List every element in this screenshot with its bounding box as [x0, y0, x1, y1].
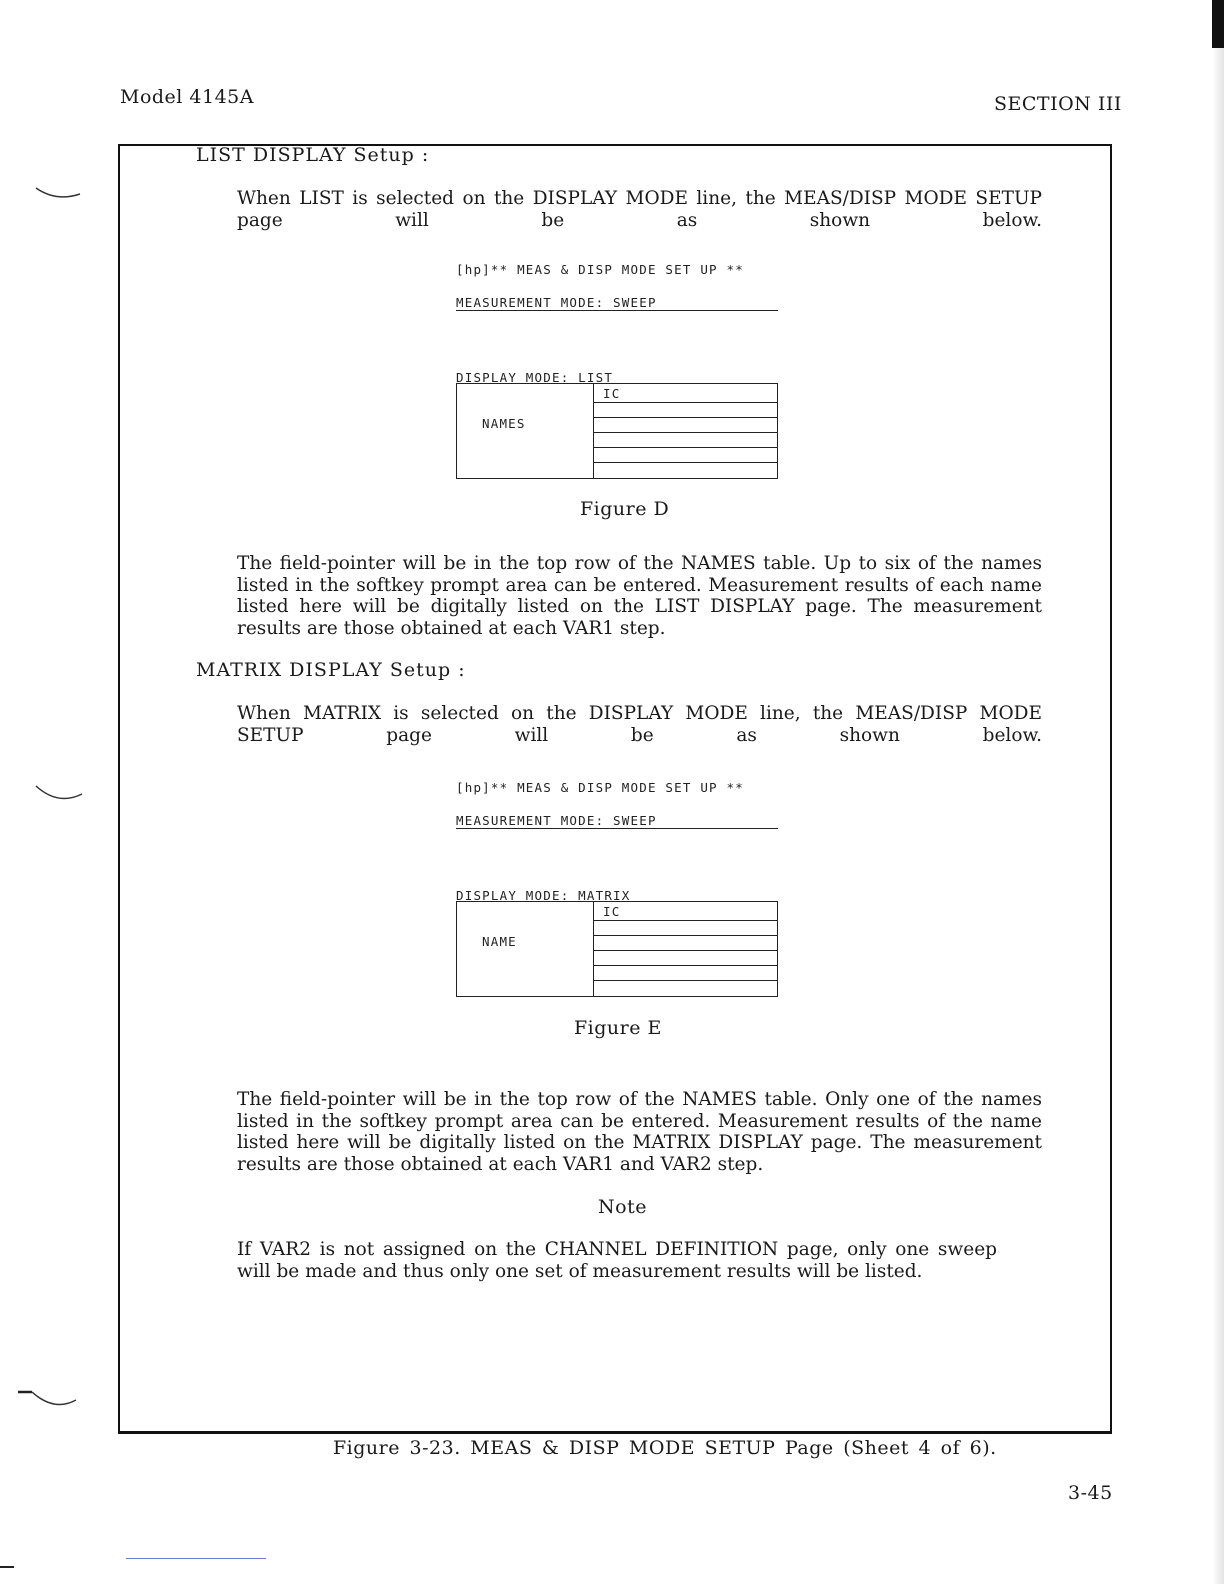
- table-row: [593, 965, 778, 966]
- list-setup-description: The field-pointer will be in the top row of the NAMES table. Up to six of the names listed in the softkey prompt area can be entered. Measurement results of each name listed here will be digitally listed on the LIST DISPLAY page. The measurement results are those obtained at each VAR1 step.: [237, 553, 1042, 639]
- screen-title: [hp]** MEAS & DISP MODE SET UP **: [456, 262, 744, 277]
- table-row: [593, 447, 778, 448]
- figure-caption: Figure 3-23. MEAS & DISP MODE SETUP Page (Sheet 4 of 6).: [333, 1437, 997, 1459]
- table-row-ic: IC: [603, 386, 621, 401]
- table-row: [593, 980, 778, 981]
- note-text: If VAR2 is not assigned on the CHANNEL DEFINITION page, only one sweep will be made and thus only one set of measurement results will be listed.: [237, 1239, 997, 1282]
- note-title: Note: [598, 1196, 647, 1218]
- table-row: [593, 462, 778, 463]
- section-header: SECTION III: [994, 93, 1122, 115]
- names-label: NAMES: [482, 416, 526, 431]
- table-row-ic: IC: [603, 904, 621, 919]
- table-row: [593, 935, 778, 936]
- display-mode-line: DISPLAY MODE: LIST: [456, 370, 614, 385]
- display-mode-line: DISPLAY MODE: MATRIX: [456, 888, 631, 903]
- table-row: [593, 432, 778, 433]
- list-setup-intro: When LIST is selected on the DISPLAY MODE line, the MEAS/DISP MODE SETUP page will be as shown below.: [237, 188, 1042, 231]
- binding-mark: [34, 180, 84, 210]
- measurement-mode-line: MEASUREMENT MODE: SWEEP: [456, 295, 778, 311]
- scan-edge-mark: [1212, 0, 1224, 48]
- model-header: Model 4145A: [120, 86, 254, 108]
- list-setup-heading: LIST DISPLAY Setup :: [196, 144, 430, 166]
- table-row: [593, 402, 778, 403]
- scan-edge: [1212, 0, 1224, 1584]
- figure-d-caption: Figure D: [580, 498, 670, 520]
- scan-artifact-line: [126, 1558, 266, 1559]
- name-label: NAME: [482, 934, 517, 949]
- screen-figure-e: [456, 780, 780, 998]
- screen-figure-d: [456, 262, 780, 480]
- matrix-setup-intro: When MATRIX is selected on the DISPLAY MODE line, the MEAS/DISP MODE SETUP page will be as shown below.: [237, 703, 1042, 746]
- matrix-setup-description: The field-pointer will be in the top row of the NAMES table. Only one of the names listed in the softkey prompt area can be entered. Measurement results of the name listed here will be digitally listed on the MATRIX DISPLAY page. The measurement results are those obtained at each VAR1 and VAR2 step.: [237, 1089, 1042, 1175]
- figure-e-caption: Figure E: [574, 1017, 662, 1039]
- table-row: [593, 950, 778, 951]
- page-number: 3-45: [1068, 1482, 1113, 1504]
- matrix-setup-heading: MATRIX DISPLAY Setup :: [196, 659, 466, 681]
- binding-mark: [14, 1384, 84, 1418]
- table-row: [593, 417, 778, 418]
- measurement-mode-line: MEASUREMENT MODE: SWEEP: [456, 813, 778, 829]
- table-row: [593, 920, 778, 921]
- binding-mark: [34, 780, 84, 810]
- screen-title: [hp]** MEAS & DISP MODE SET UP **: [456, 780, 744, 795]
- scan-artifact-mark: [0, 1566, 14, 1568]
